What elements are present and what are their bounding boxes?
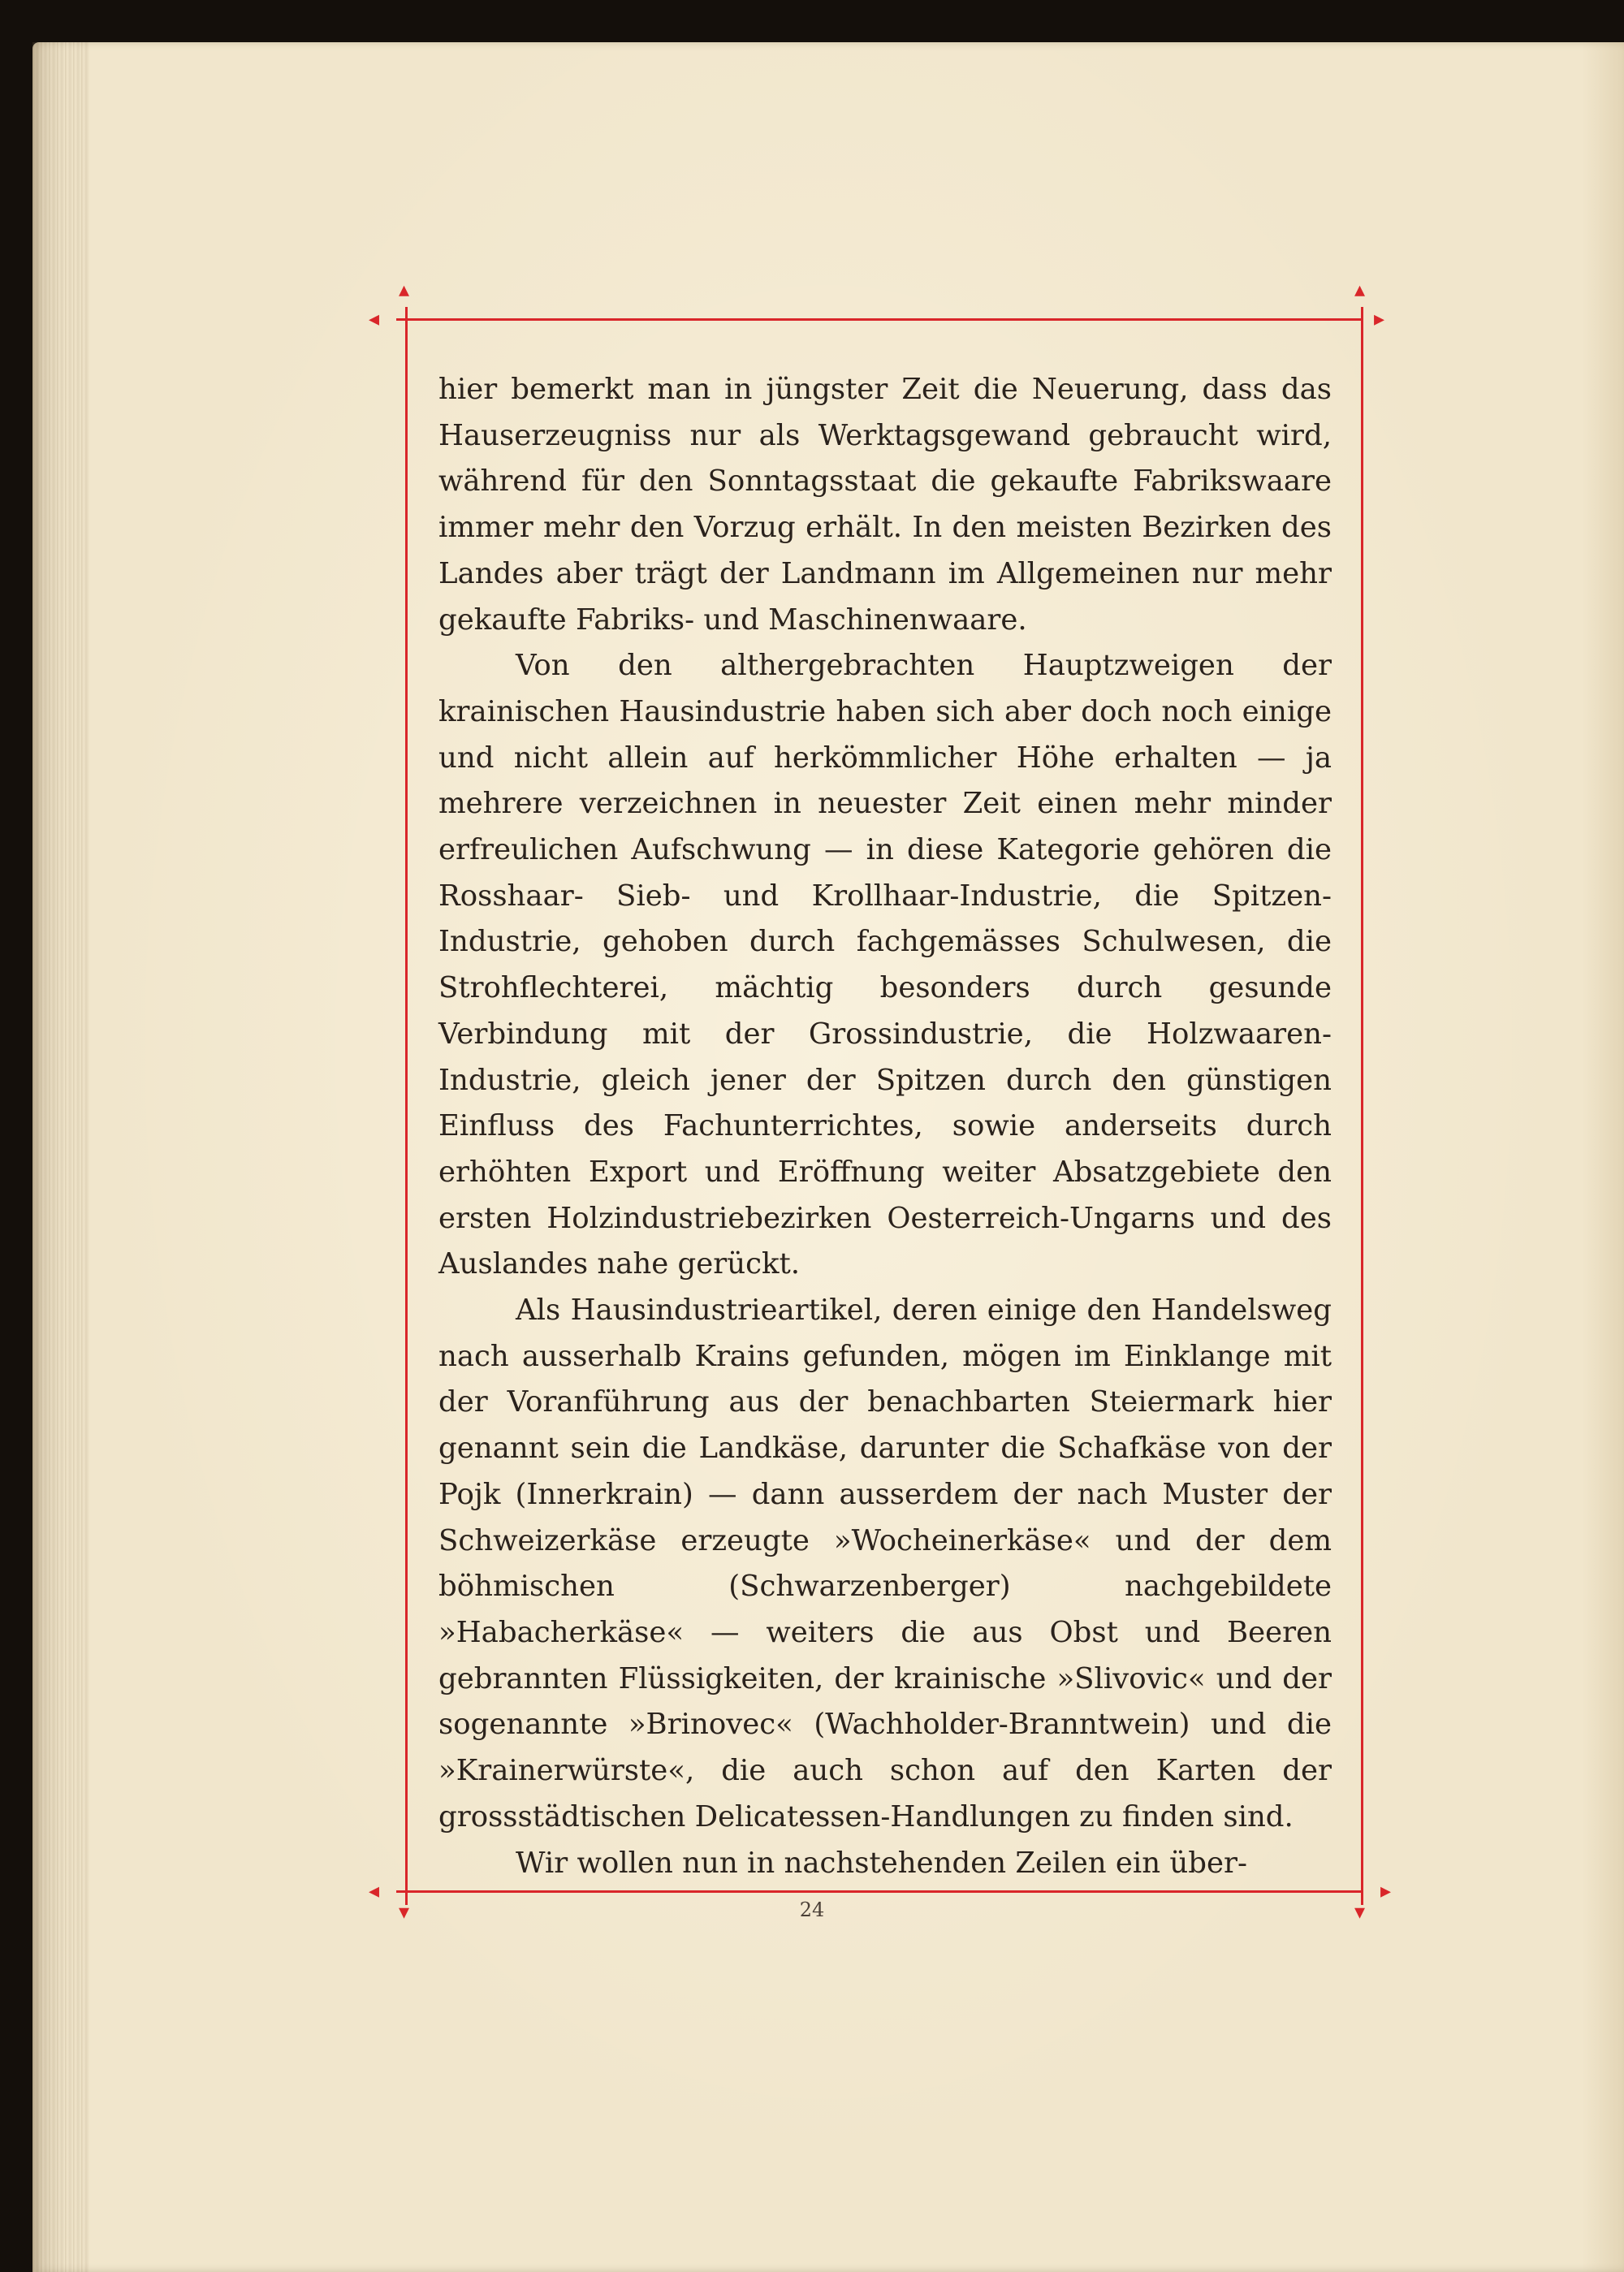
corner-arrow-icon: ◂: [369, 1879, 380, 1903]
corner-arrow-icon: ▸: [1374, 307, 1385, 331]
right-page-fold: [1582, 42, 1624, 2272]
page-edges: [32, 42, 89, 2272]
corner-arrow-icon: ▴: [1354, 278, 1366, 302]
corner-arrow-icon: ▴: [399, 278, 410, 302]
frame-bottom-rule: [396, 1890, 1363, 1893]
frame-top-rule: [396, 318, 1363, 321]
corner-arrow-icon: ◂: [369, 307, 380, 331]
frame-left-rule: [405, 307, 408, 1905]
page-number: 24: [799, 1898, 825, 1921]
body-text: [438, 367, 1332, 1886]
corner-arrow-icon: ▸: [1380, 1879, 1392, 1903]
paragraph: Als Hausindustrieartikel, deren einige den Handelsweg nach ausserhalb Krains gefunden, mögen im Einklange mit der Voranführung aus der benachbarten Steiermark hier genannt sein die Landkäse, darunter die Schafkäse von der Pojk (Innerkrain) — dann ausserdem der nach Muster der Schweizerkäse erzeugte »Wocheinerkäse« und der dem böhmischen (Schwarzenberger) nachgebildete »Habacherkäse« — weiters die aus Obst und Beeren gebrannten Flüssigkeiten, der krainische »Slivovic« und der sogenannte »Brinovec« (Wachholder-Branntwein) und die »Krainerwürste«, die auch schon auf den Karten der grossstädtischen Delicatessen-Handlungen zu finden sind.: [438, 1294, 1332, 1834]
corner-arrow-icon: ▾: [399, 1900, 410, 1924]
frame-right-rule: [1361, 307, 1363, 1905]
paragraph: hier bemerkt man in jüngster Zeit die Neuerung, dass das Hauserzeugniss nur als Werktagsgewand gebraucht wird, während für den Sonntagsstaat die gekaufte Fabrikswaare immer mehr den Vorzug erhält. In den meisten Bezirken des Landes aber trägt der Landmann im Allgemeinen nur mehr gekaufte Fabriks- und Maschinenwaare.: [438, 373, 1332, 637]
paragraph: Wir wollen nun in nachstehenden Zeilen ein über-: [516, 1846, 1247, 1880]
corner-arrow-icon: ▾: [1354, 1900, 1366, 1924]
paragraph: Von den althergebrachten Hauptzweigen der krainischen Hausindustrie haben sich aber doch noch einige und nicht allein auf herkömmlicher Höhe erhalten — ja mehrere verzeichnen in neuester Zeit einen mehr minder erfreulichen Aufschwung — in diese Kategorie gehören die Rosshaar- Sieb- und Krollhaar-Industrie, die Spitzen-Industrie, gehoben durch fachgemässes Schulwesen, die Strohflechterei, mächtig besonders durch gesunde Verbindung mit der Grossindustrie, die Holzwaaren-Industrie, gleich jener der Spitzen durch den günstigen Einfluss des Fachunterrichtes, sowie anderseits durch erhöhten Export und Eröffnung weiter Absatzgebiete den ersten Holzindustriebezirken Oesterreich-Ungarns und des Auslandes nahe gerückt.: [438, 649, 1332, 1281]
